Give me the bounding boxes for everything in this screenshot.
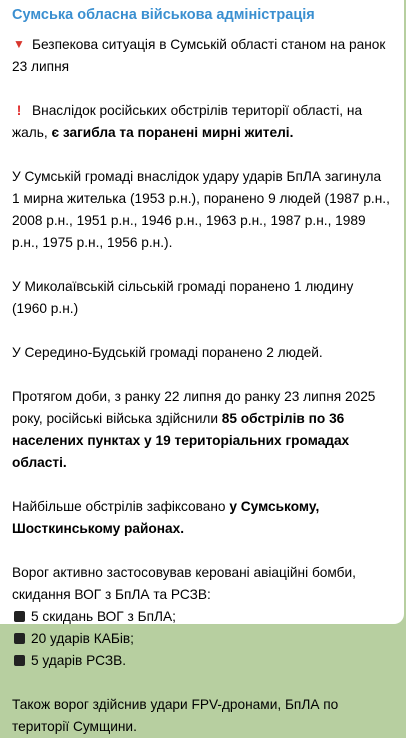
list-item-text: 20 ударів КАБів;	[31, 631, 134, 646]
list-item	[12, 606, 392, 628]
mykolaivska-paragraph: У Миколаївській сільській громаді поранено 1 людину (1960 р.н.)	[12, 279, 354, 316]
list-item	[12, 628, 392, 650]
period-text: Протягом доби, з ранку 22 липня до ранку 23 липня 2025 року, російські війська здійснили	[12, 389, 376, 426]
period-bold-text: 85 обстрілів по 36 населених пунктах у 19 територіальних громадах області.	[12, 411, 350, 470]
black-square-icon	[14, 633, 25, 644]
intro-text: Безпекова ситуація в Сумській області станом на ранок 23 липня	[12, 37, 386, 74]
alert-bold-text: є загибла та поранені мирні жителі.	[51, 125, 294, 140]
enemy-intro: Ворог активно застосовував керовані авіаційні бомби, скидання ВОГ з БпЛА та РСЗВ:	[12, 565, 356, 602]
most-paragraph	[12, 496, 392, 540]
red-exclamation-icon: !	[16, 103, 22, 118]
black-square-icon	[14, 655, 25, 666]
list-item-text: 5 ударів РСЗВ.	[31, 653, 127, 668]
period-paragraph	[12, 386, 392, 474]
channel-name[interactable]: Сумська обласна військова адміністрація	[12, 7, 315, 23]
list-item-text: 5 скидань ВОГ з БпЛА;	[31, 609, 176, 624]
sumy-paragraph: У Сумській громаді внаслідок удару ударів БпЛА загинула 1 мирна жителька (1953 р.н.), поранено 9 людей (1987 р.н., 2008 р.н., 1951 р.н., 1946 р.н., 1963 р.н., 1987 р.н., 1989 р.н., 1975 р.н., 1956 р.н.).	[12, 169, 390, 250]
seredyno-paragraph: У Середино-Будській громаді поранено 2 людей.	[12, 345, 323, 360]
black-square-icon	[14, 611, 25, 622]
alert-paragraph	[12, 100, 392, 144]
list-item	[12, 650, 392, 672]
intro-paragraph	[12, 34, 392, 78]
fpv-paragraph: Також ворог здійснив удари FPV-дронами, БпЛА по території Сумщини.	[12, 697, 339, 734]
red-down-triangle-icon: ▼	[13, 37, 25, 51]
most-text: Найбільше обстрілів зафіксовано	[12, 499, 230, 514]
alert-text: Внаслідок російських обстрілів території області, на жаль,	[12, 103, 363, 140]
most-bold-text: у Сумському, Шосткинському районах.	[12, 499, 320, 536]
